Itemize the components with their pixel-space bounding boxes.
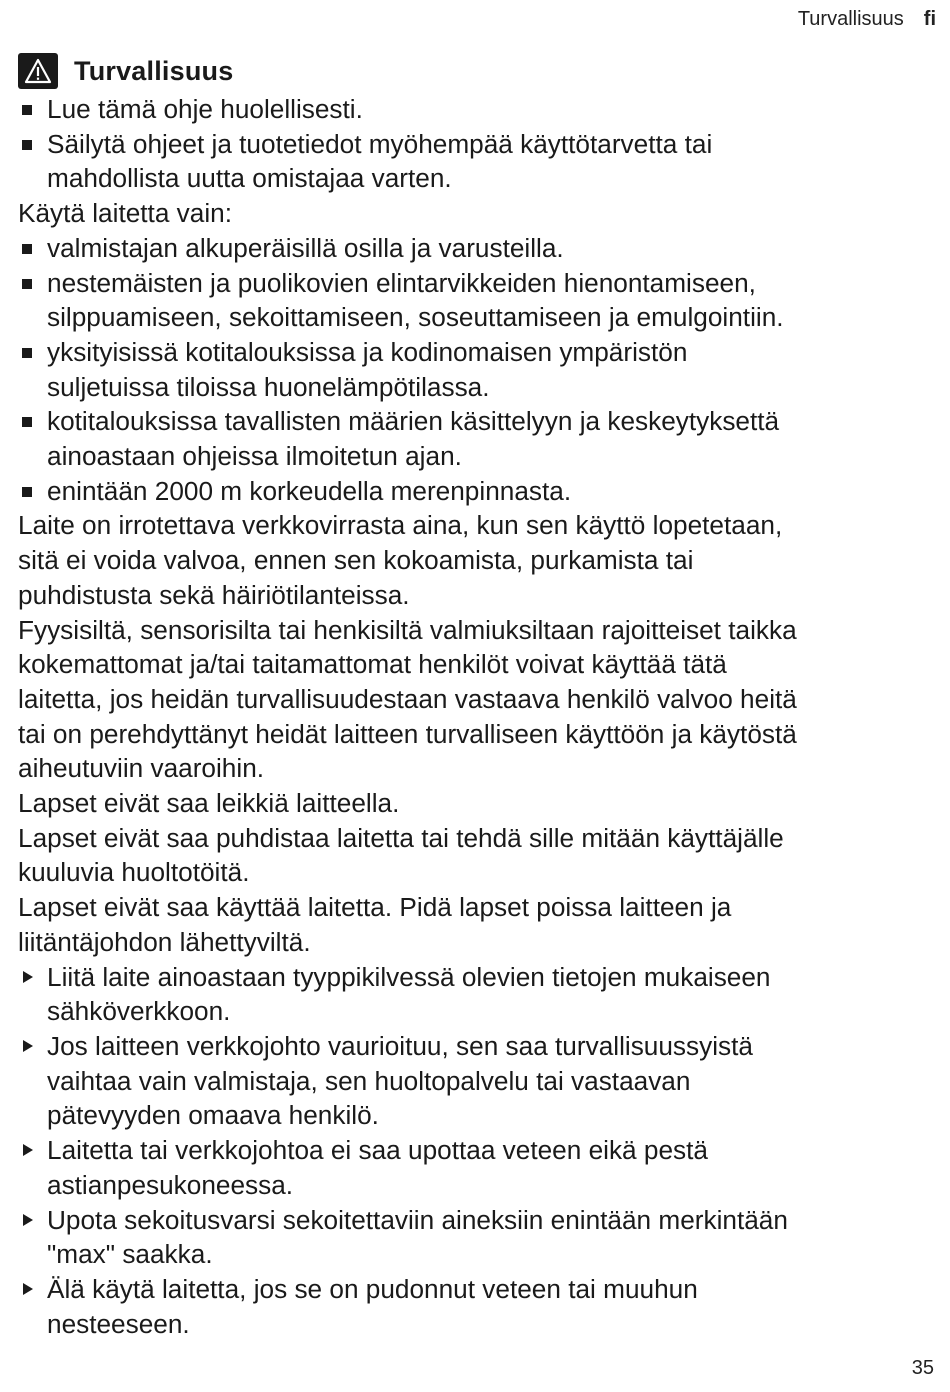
text-line: puhdistusta sekä häiriötilanteissa.	[18, 579, 410, 610]
square-bullet-icon	[22, 417, 32, 427]
bullet-item	[18, 474, 936, 509]
text-line: pätevyyden omaava henkilö.	[47, 1100, 379, 1131]
paragraph	[18, 821, 936, 890]
instruction-item	[18, 1029, 936, 1133]
language-code: fi	[923, 8, 936, 30]
text-line: Laitetta tai verkkojohtoa ei saa upottaa veteen eikä pestä	[47, 1135, 708, 1166]
running-header	[798, 8, 936, 31]
text-line: kokemattomat ja/tai taitamattomat henkilöt voivat käyttää tätä	[18, 649, 727, 680]
text-line: ainoastaan ohjeissa ilmoitetun ajan.	[47, 441, 462, 472]
text-line: Laite on irrotettava verkkovirrasta aina, kun sen käyttö lopetetaan,	[18, 510, 783, 541]
square-bullet-icon	[22, 244, 32, 254]
text-line: enintään 2000 m korkeudella merenpinnasta.	[47, 475, 572, 506]
bullet-item	[18, 266, 936, 335]
page-number: 35	[911, 1357, 934, 1379]
square-bullet-icon	[22, 348, 32, 358]
paragraph	[18, 890, 936, 959]
text-line: Älä käytä laitetta, jos se on pudonnut veteen tai muuhun	[47, 1273, 698, 1304]
text-line: silppuamiseen, sekoittamiseen, soseuttamiseen ja emulgointiin.	[47, 302, 784, 333]
text-line: Lapset eivät saa puhdistaa laitetta tai tehdä sille mitään käyttäjälle	[18, 822, 784, 853]
text-line: Lue tämä ohje huolellisesti.	[47, 94, 363, 124]
text-line: suljetuissa tiloissa huonelämpötilassa.	[47, 371, 490, 402]
text-line: laitetta, jos heidän turvallisuudestaan vastaava henkilö valvoo heitä	[18, 683, 797, 714]
text-line: nestemäisten ja puolikovien elintarvikkeiden hienontamiseen,	[47, 267, 756, 298]
bullet-item	[18, 335, 936, 404]
text-line: yksityisissä kotitalouksissa ja kodinomaisen ympäristön	[47, 336, 688, 367]
instruction-item	[18, 1203, 936, 1272]
square-bullet-icon	[22, 105, 32, 115]
text-line: sähköverkkoon.	[47, 996, 231, 1027]
arrow-bullet-icon	[23, 971, 33, 983]
page-content	[18, 48, 936, 1341]
text-line: liitäntäjohdon lähettyviltä.	[18, 926, 311, 957]
instruction-item	[18, 1272, 936, 1341]
bullet-item	[18, 231, 936, 266]
bullet-item	[18, 404, 936, 473]
text-line: valmistajan alkuperäisillä osilla ja varusteilla.	[47, 232, 564, 263]
arrow-bullet-icon	[23, 1144, 33, 1156]
instruction-item	[18, 960, 936, 1029]
text-line: nesteeseen.	[47, 1308, 190, 1339]
safety-text	[18, 92, 936, 1341]
bullet-item	[18, 92, 936, 127]
paragraph	[18, 508, 936, 612]
paragraph	[18, 196, 936, 231]
bullet-item	[18, 127, 936, 196]
text-line: astianpesukoneessa.	[47, 1169, 294, 1200]
paragraph	[18, 613, 936, 787]
text-line: Fyysisiltä, sensorisilta tai henkisiltä valmiuksiltaan rajoitteiset taikka	[18, 614, 797, 645]
section-heading	[18, 48, 936, 94]
text-line: "max" saakka.	[47, 1239, 213, 1270]
header-section-title: Turvallisuus	[797, 8, 904, 30]
instruction-item	[18, 1133, 936, 1202]
warning-icon	[18, 53, 58, 89]
arrow-bullet-icon	[23, 1283, 33, 1295]
text-line: Upota sekoitusvarsi sekoitettaviin aineksiin enintään merkintään	[47, 1204, 788, 1235]
text-line: Liitä laite ainoastaan tyyppikilvessä olevien tietojen mukaiseen	[47, 961, 771, 992]
text-line: vaihtaa vain valmistaja, sen huoltopalvelu tai vastaavan	[47, 1065, 691, 1096]
arrow-bullet-icon	[23, 1040, 33, 1052]
text-line: Lapset eivät saa leikkiä laitteella.	[18, 788, 400, 819]
text-line: kotitalouksissa tavallisten määrien käsittelyyn ja keskeytyksettä	[47, 406, 780, 437]
square-bullet-icon	[22, 487, 32, 497]
text-line: mahdollista uutta omistajaa varten.	[47, 163, 452, 194]
section-title: Turvallisuus	[74, 55, 234, 86]
arrow-bullet-icon	[23, 1214, 33, 1226]
paragraph	[18, 786, 936, 821]
text-line: Käytä laitetta vain:	[18, 198, 232, 229]
square-bullet-icon	[22, 279, 32, 289]
text-line: kuuluvia huoltotöitä.	[18, 857, 250, 888]
text-line: aiheutuviin vaaroihin.	[18, 753, 265, 784]
square-bullet-icon	[22, 140, 32, 150]
text-line: Jos laitteen verkkojohto vaurioituu, sen saa turvallisuussyistä	[47, 1030, 753, 1061]
text-line: Lapset eivät saa käyttää laitetta. Pidä lapset poissa laitteen ja	[18, 892, 732, 923]
text-line: tai on perehdyttänyt heidät laitteen turvalliseen käyttöön ja käytöstä	[18, 718, 797, 749]
text-line: sitä ei voida valvoa, ennen sen kokoamista, purkamista tai	[18, 545, 694, 576]
text-line: Säilytä ohjeet ja tuotetiedot myöhempää käyttötarvetta tai	[47, 128, 713, 159]
